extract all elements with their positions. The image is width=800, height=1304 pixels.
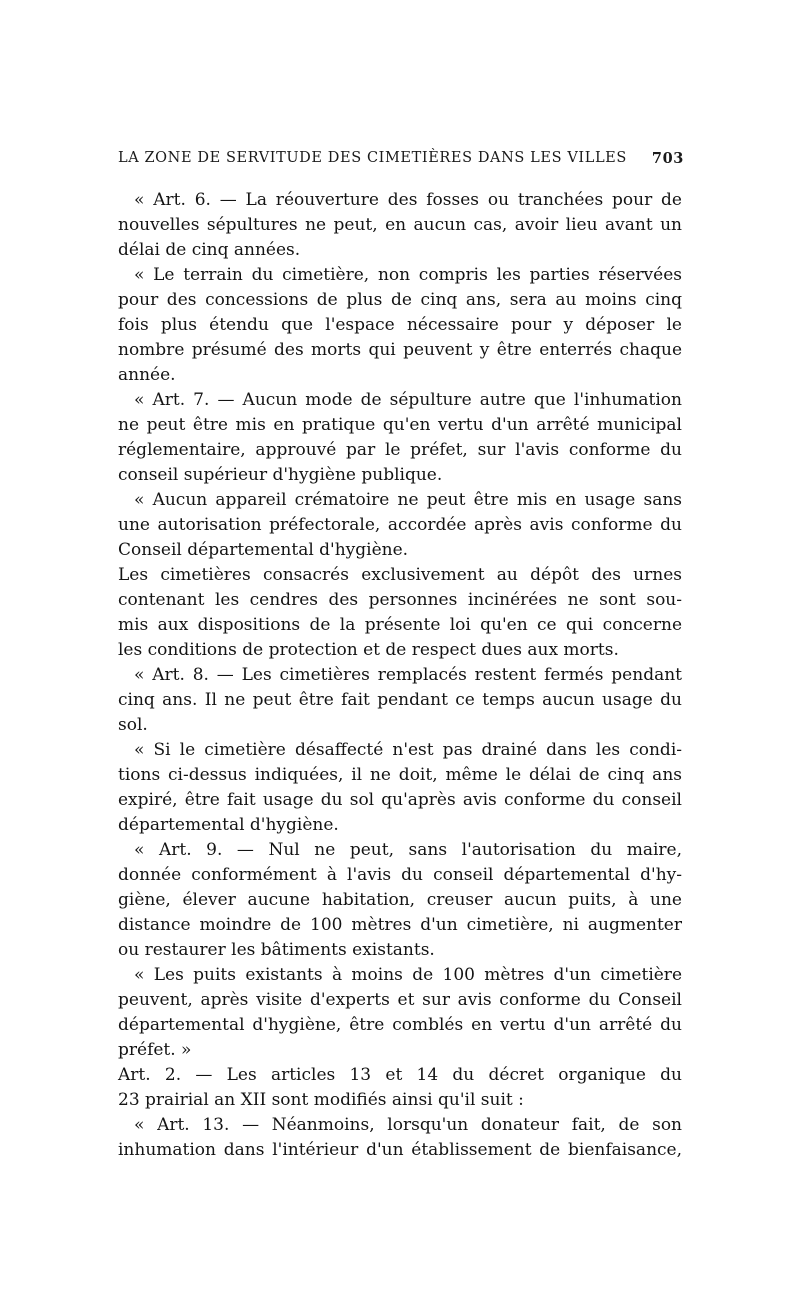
running-header xyxy=(118,150,684,174)
text-line: nouvelles sépultures ne peut, en aucun cas, avoir lieu avant un xyxy=(118,215,682,235)
text-line: « Le terrain du cimetière, non compris les parties réservées xyxy=(134,265,682,285)
text-line: conseil supérieur d'hygiène publique. xyxy=(118,465,443,485)
text-line: inhumation dans l'intérieur d'un établissement de bienfaisance, xyxy=(118,1140,682,1160)
text-line: délai de cinq années. xyxy=(118,240,301,260)
running-head-title: LA ZONE DE SERVITUDE DES CIMETIÈRES DANS LES VILLES xyxy=(118,150,627,166)
text-line: préfet. » xyxy=(118,1040,192,1060)
text-line: les conditions de protection et de respect dues aux morts. xyxy=(118,640,619,660)
text-line: Conseil départemental d'hygiène. xyxy=(118,540,409,560)
text-line: cinq ans. Il ne peut être fait pendant ce temps aucun usage du xyxy=(118,690,682,710)
text-line: départemental d'hygiène. xyxy=(118,815,339,835)
text-line: tions ci-dessus indiquées, il ne doit, même le délai de cinq ans xyxy=(118,765,682,785)
text-line: ou restaurer les bâtiments existants. xyxy=(118,940,435,960)
text-line: « Art. 13. — Néanmoins, lorsqu'un donateur fait, de son xyxy=(134,1115,682,1135)
text-line: « Art. 7. — Aucun mode de sépulture autre que l'inhumation xyxy=(134,390,682,410)
text-line: nombre présumé des morts qui peuvent y être enterrés chaque xyxy=(118,340,682,360)
text-line: giène, élever aucune habitation, creuser aucun puits, à une xyxy=(118,890,682,910)
text-line: « Art. 6. — La réouverture des fosses ou tranchées pour de xyxy=(134,190,682,210)
text-line: sol. xyxy=(118,715,148,735)
text-line: « Art. 8. — Les cimetières remplacés restent fermés pendant xyxy=(134,665,682,685)
text-line: 23 prairial an XII sont modifiés ainsi qu'il suit : xyxy=(118,1090,524,1110)
text-line: « Art. 9. — Nul ne peut, sans l'autorisation du maire, xyxy=(134,840,682,860)
text-line: réglementaire, approuvé par le préfet, sur l'avis conforme du xyxy=(118,440,682,460)
text-line: fois plus étendu que l'espace nécessaire pour y déposer le xyxy=(118,315,682,335)
text-line: expiré, être fait usage du sol qu'après avis conforme du conseil xyxy=(118,790,682,810)
text-line: ne peut être mis en pratique qu'en vertu d'un arrêté municipal xyxy=(118,415,682,435)
text-line: une autorisation préfectorale, accordée après avis conforme du xyxy=(118,515,682,535)
text-line: « Les puits existants à moins de 100 mètres d'un cimetière xyxy=(134,965,682,985)
text-line: Les cimetières consacrés exclusivement au dépôt des urnes xyxy=(118,565,682,585)
text-line: « Si le cimetière désaffecté n'est pas drainé dans les condi- xyxy=(134,740,682,760)
text-line: donnée conformément à l'avis du conseil départemental d'hy- xyxy=(118,865,682,885)
text-line: mis aux dispositions de la présente loi qu'en ce qui concerne xyxy=(118,615,682,635)
text-line: contenant les cendres des personnes incinérées ne sont sou- xyxy=(118,590,682,610)
text-line: distance moindre de 100 mètres d'un cimetière, ni augmenter xyxy=(118,915,682,935)
text-line: année. xyxy=(118,365,176,385)
text-line: peuvent, après visite d'experts et sur avis conforme du Conseil xyxy=(118,990,682,1010)
page-number: 703 xyxy=(651,150,684,167)
text-line: Art. 2. — Les articles 13 et 14 du décret organique du xyxy=(118,1065,682,1085)
text-line: pour des concessions de plus de cinq ans, sera au moins cinq xyxy=(118,290,682,310)
text-line: « Aucun appareil crématoire ne peut être mis en usage sans xyxy=(134,490,682,510)
text-line: départemental d'hygiène, être comblés en vertu d'un arrêté du xyxy=(118,1015,682,1035)
